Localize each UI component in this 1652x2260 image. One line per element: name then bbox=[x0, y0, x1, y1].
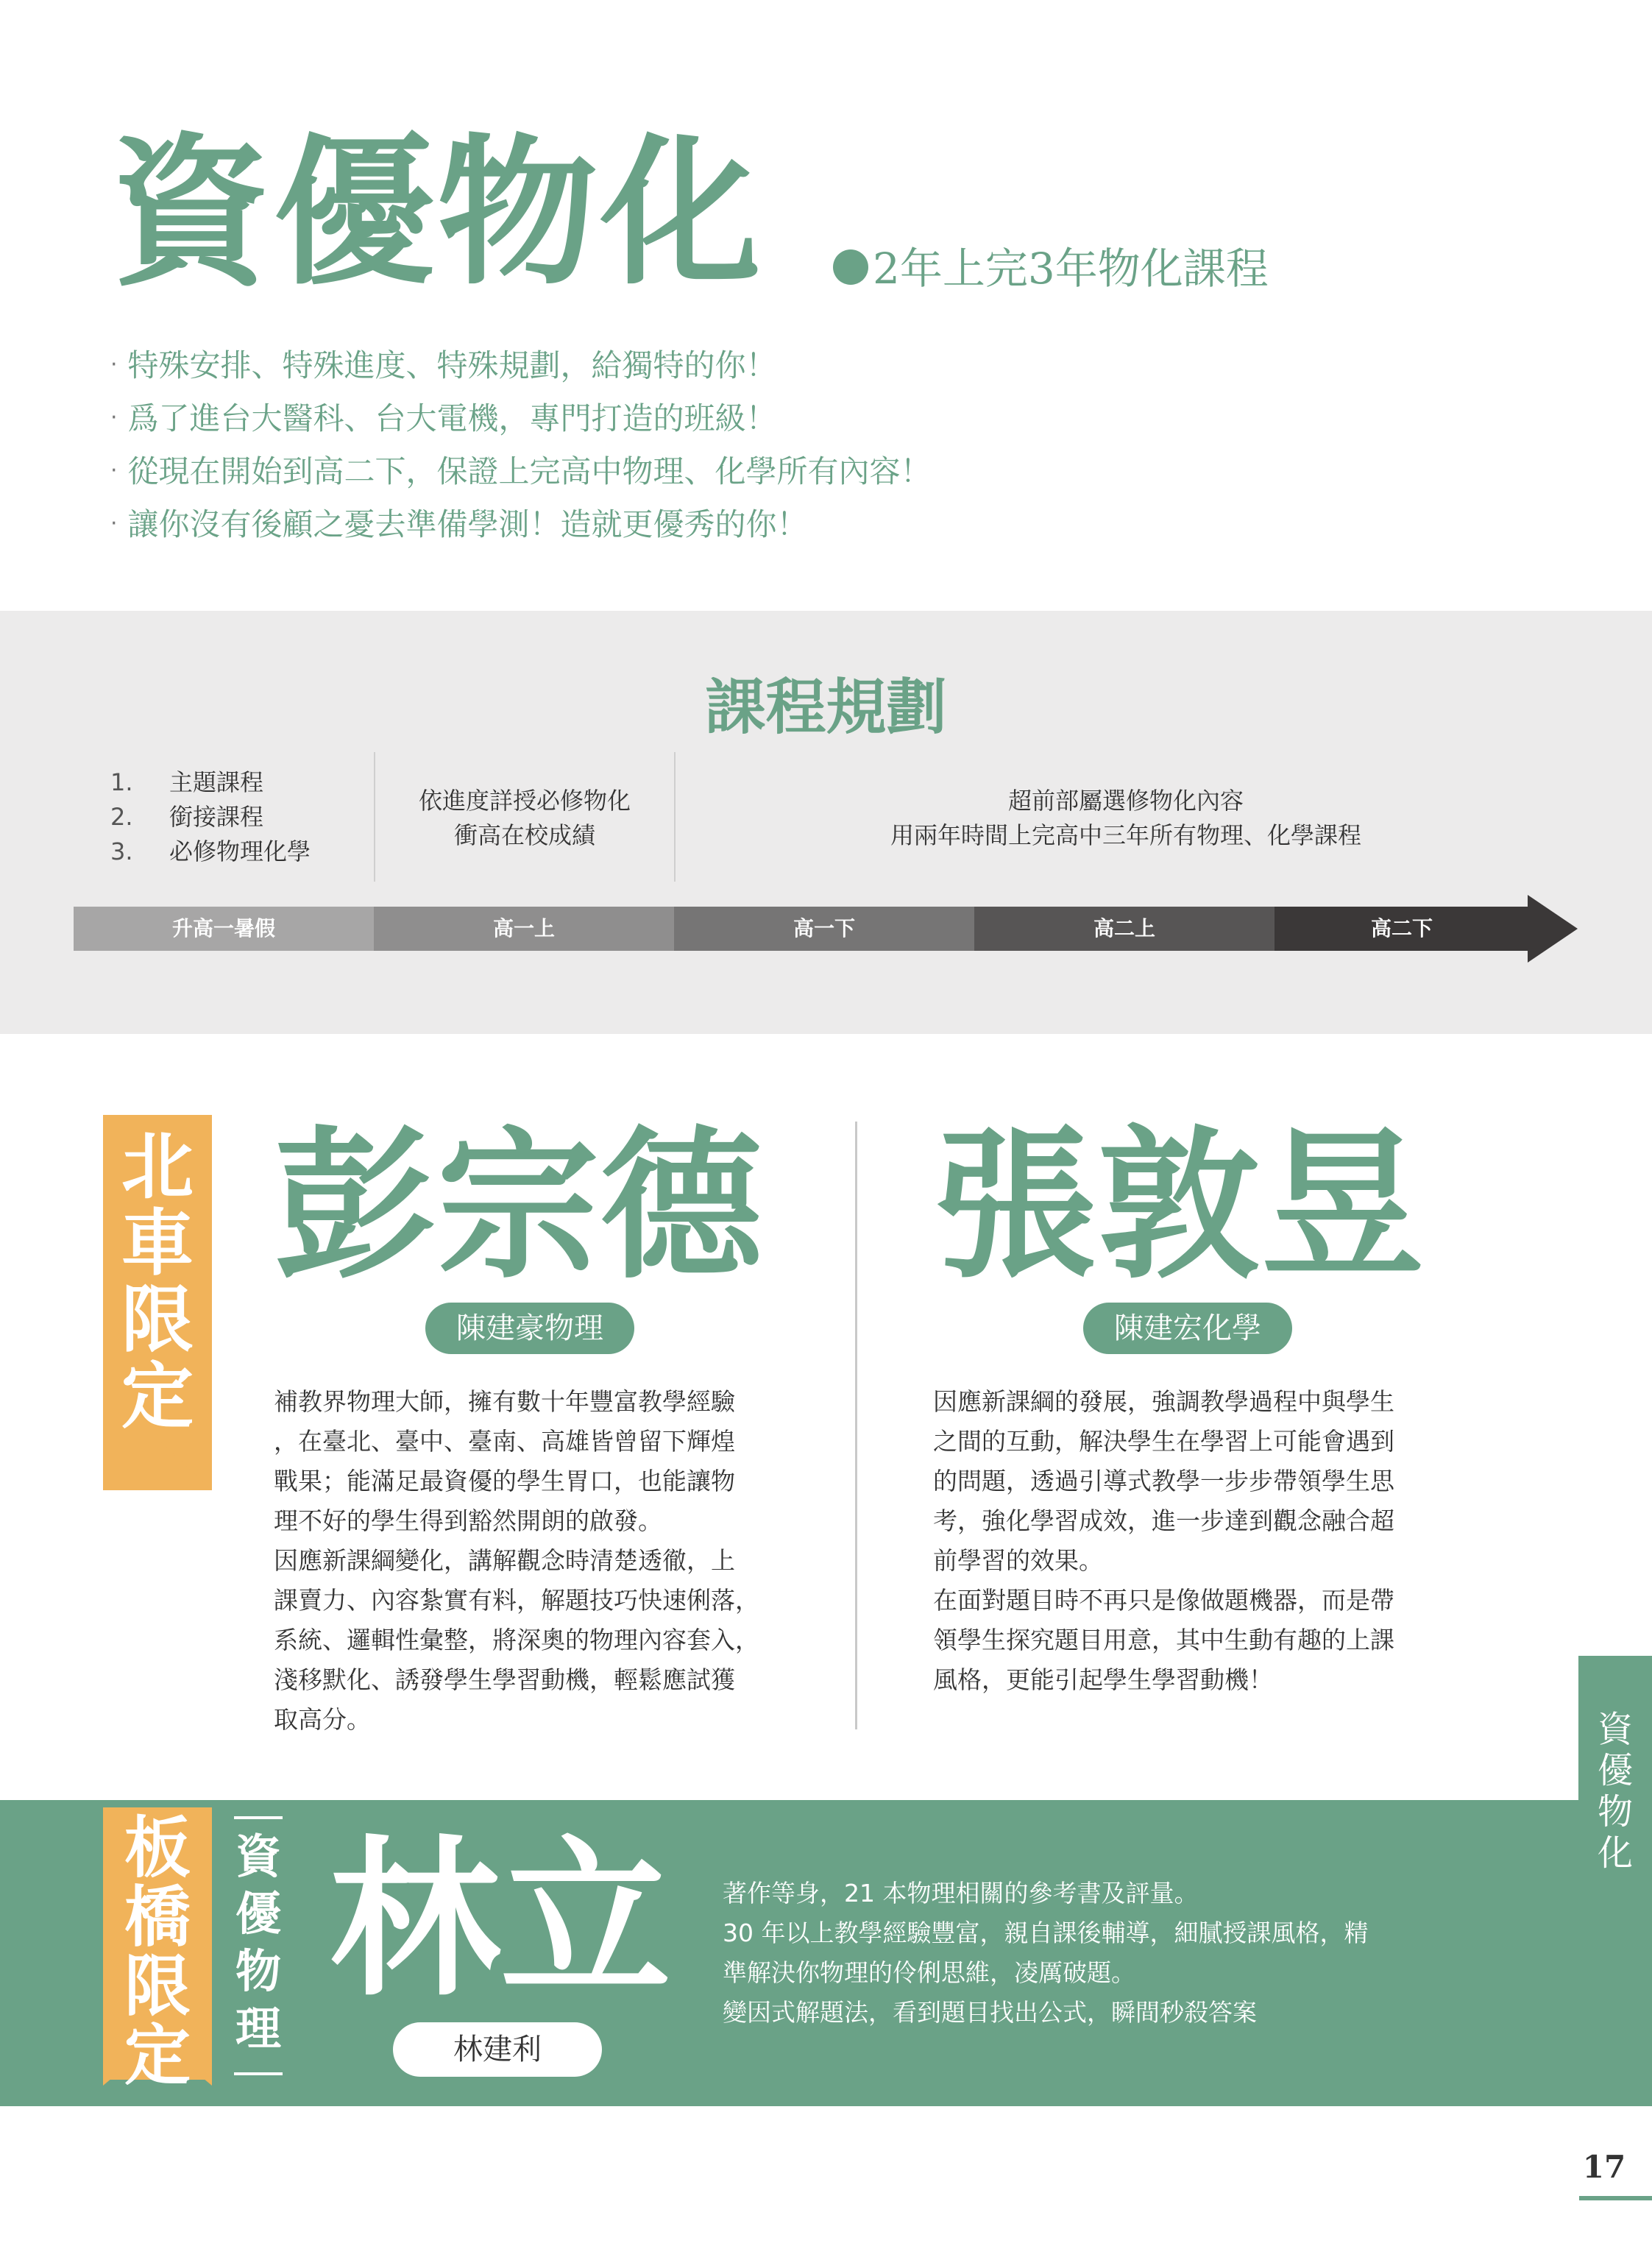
teacher-subject-pill-1: 陳建豪物理 bbox=[425, 1303, 634, 1354]
subject-char: 資 bbox=[235, 1829, 281, 1883]
bullet-icon: · bbox=[110, 405, 118, 431]
bullet-icon: · bbox=[110, 511, 118, 536]
course-plan-title: 課程規劃 bbox=[705, 672, 947, 743]
subject-label bbox=[234, 1828, 283, 2058]
plan-text-line: 用兩年時間上完高中三年所有物理、化學課程 bbox=[890, 821, 1361, 849]
list-item-text: 爲了進台大醫科、台大電機，專門打造的班級！ bbox=[127, 400, 777, 436]
bio-line: 考，強化學習成效，進一步達到觀念融合超 bbox=[933, 1506, 1394, 1535]
teacher-subject-pill-3: 林建利 bbox=[393, 2022, 602, 2077]
list-item-text: 從現在開始到高二下，保證上完高中物理、化學所有內容！ bbox=[127, 453, 932, 489]
bullet-icon: · bbox=[110, 458, 118, 483]
bullet-dot-icon bbox=[833, 249, 868, 285]
page-number: 17 bbox=[1582, 2149, 1626, 2185]
side-tab-char: 物 bbox=[1597, 1791, 1633, 1832]
north-branch-tag-text bbox=[103, 1124, 212, 1439]
subject-char: 物 bbox=[235, 1944, 281, 1998]
teacher-divider bbox=[855, 1122, 857, 1729]
list-number: 3. bbox=[110, 837, 133, 865]
bio-line: 戰果；能滿足最資優的學生胃口，也能讓物 bbox=[274, 1467, 735, 1495]
teacher-subject-pill-2: 陳建宏化學 bbox=[1083, 1303, 1292, 1354]
list-item-text: 主題課程 bbox=[169, 768, 264, 796]
list-item bbox=[110, 765, 311, 800]
teacher-name-1: 彭宗德 bbox=[274, 1110, 765, 1300]
bio-line: 系統、邏輯性彙整，將深奧的物理內容套入， bbox=[274, 1626, 759, 1654]
arrow-head-icon bbox=[1528, 895, 1578, 963]
side-tab-char: 化 bbox=[1597, 1832, 1633, 1874]
list-item bbox=[110, 444, 932, 497]
tag-char: 橋 bbox=[124, 1878, 191, 1956]
bio-line: 取高分。 bbox=[274, 1705, 371, 1734]
tag-char: 北 bbox=[121, 1124, 194, 1209]
list-item-text: 讓你沒有後顧之憂去準備學測！造就更優秀的你！ bbox=[127, 506, 808, 542]
tag-char: 限 bbox=[121, 1278, 194, 1362]
bullet-icon: · bbox=[110, 352, 118, 378]
teacher-name-3: 林立 bbox=[330, 1818, 672, 2019]
bio-line: 領學生探究題目用意，其中生動有趣的上課 bbox=[933, 1626, 1394, 1654]
bio-line: 的問題，透過引導式教學一步步帶領學生思 bbox=[933, 1467, 1394, 1495]
teacher-name-2: 張敦昱 bbox=[935, 1110, 1425, 1300]
side-tab-char: 資 bbox=[1597, 1709, 1633, 1750]
timeline-segment: 高一下 bbox=[674, 907, 974, 951]
list-item bbox=[110, 392, 932, 444]
bio-line: 淺移默化、誘發學生學習動機，輕鬆應試獲 bbox=[274, 1665, 735, 1694]
timeline-segment: 高二下 bbox=[1275, 907, 1529, 951]
bio-line: 著作等身，21 本物理相關的參考書及評量。 bbox=[723, 1879, 1199, 1907]
subject-char: 理 bbox=[235, 2002, 281, 2055]
tag-ribbon-notch bbox=[103, 1439, 212, 1490]
tag-char: 車 bbox=[121, 1201, 194, 1286]
list-item-text: 必修物理化學 bbox=[169, 837, 311, 865]
subtitle bbox=[833, 244, 1269, 294]
bio-line: 理不好的學生得到豁然開朗的啟發。 bbox=[274, 1506, 662, 1535]
plan-text-line: 衝高在校成績 bbox=[453, 821, 595, 849]
bio-line: 前學習的效果。 bbox=[933, 1546, 1103, 1575]
timeline-segment: 高二上 bbox=[974, 907, 1275, 951]
bio-line: 課賣力、內容紮實有料，解題技巧快速俐落， bbox=[274, 1586, 759, 1615]
tag-char: 限 bbox=[124, 1947, 191, 2025]
list-item-text: 銜接課程 bbox=[169, 803, 264, 831]
plan-list bbox=[110, 765, 311, 869]
bio-line: ，在臺北、臺中、臺南、高雄皆曾留下輝煌 bbox=[274, 1427, 735, 1456]
plan-text-line: 超前部屬選修物化內容 bbox=[1007, 787, 1244, 815]
bio-line: 之間的互動，解決學生在學習上可能會遇到 bbox=[933, 1427, 1394, 1456]
timeline-segment: 高一上 bbox=[374, 907, 674, 951]
tag-char: 定 bbox=[124, 2016, 191, 2094]
plan-text-line: 依進度詳授必修物化 bbox=[418, 787, 631, 815]
bio-line: 風格，更能引起學生學習動機！ bbox=[933, 1665, 1273, 1694]
bio-line: 準解決你物理的伶俐思維，凌厲破題。 bbox=[723, 1958, 1135, 1987]
list-item bbox=[110, 800, 311, 835]
plan-column-3 bbox=[676, 784, 1576, 853]
teacher-bio-2 bbox=[933, 1382, 1394, 1700]
bio-line: 在面對題目時不再只是像做題機器，而是帶 bbox=[933, 1586, 1394, 1615]
feature-list bbox=[110, 339, 932, 550]
page-title: 資優物化 bbox=[110, 118, 764, 307]
list-item-text: 特殊安排、特殊進度、特殊規劃，給獨特的你！ bbox=[127, 347, 777, 383]
side-tab-char: 優 bbox=[1597, 1750, 1633, 1791]
list-item bbox=[110, 339, 932, 392]
bio-line: 變因式解題法，看到題目找出公式，瞬間秒殺答案 bbox=[723, 1998, 1257, 2027]
bio-line: 30 年以上教學經驗豐富，親自課後輔導，細膩授課風格，精 bbox=[723, 1919, 1369, 1947]
bio-line: 補教界物理大師，擁有數十年豐富教學經驗 bbox=[274, 1387, 735, 1416]
section-side-tab-text bbox=[1578, 1709, 1652, 1874]
list-number: 2. bbox=[110, 803, 133, 831]
bio-line: 因應新課綱的發展，強調教學過程中與學生 bbox=[933, 1387, 1394, 1416]
list-number: 1. bbox=[110, 768, 133, 796]
banqiao-branch-tag-text bbox=[103, 1809, 212, 2094]
plan-column-2 bbox=[375, 784, 674, 853]
bio-line: 因應新課綱變化，講解觀念時清楚透徹，上 bbox=[274, 1546, 735, 1575]
list-item bbox=[110, 835, 311, 869]
tag-char: 定 bbox=[121, 1354, 194, 1439]
subtitle-text: 2年上完3年物化課程 bbox=[873, 244, 1269, 294]
list-item bbox=[110, 497, 932, 550]
timeline-segment: 升高一暑假 bbox=[74, 907, 374, 951]
page-number-underline bbox=[1579, 2196, 1652, 2200]
teacher-bio-3 bbox=[723, 1874, 1368, 2033]
teacher-bio-1 bbox=[274, 1382, 759, 1740]
tag-char: 板 bbox=[124, 1809, 191, 1887]
subject-char: 優 bbox=[235, 1887, 281, 1941]
